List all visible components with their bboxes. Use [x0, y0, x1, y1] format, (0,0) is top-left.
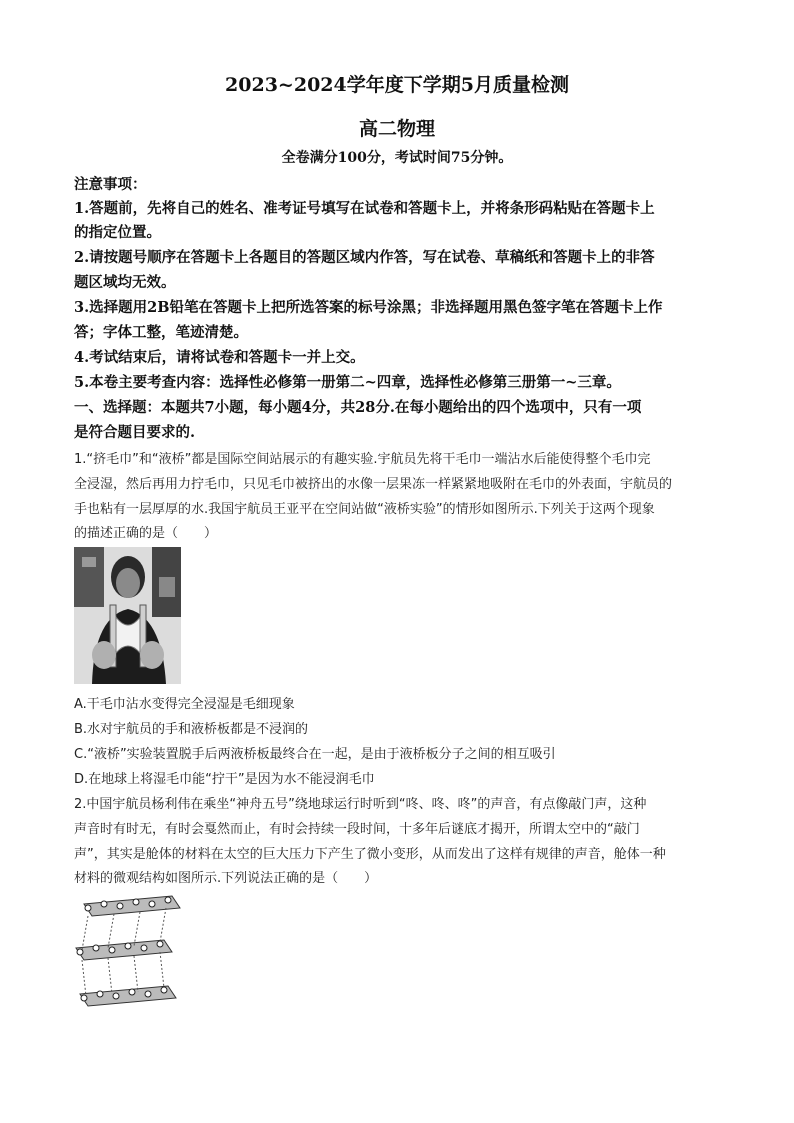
note-line: 3.选择题用2B铅笔在答题卡上把所选答案的标号涂黑；非选择题用黑色签字笔在答题卡上作: [74, 299, 663, 316]
note-line: 题区域均无效。: [74, 274, 176, 291]
note-line: 4.考试结束后，请将试卷和答题卡一并上交。: [74, 349, 365, 366]
question-1-option-d: D.在地球上将湿毛巾能“拧干”是因为水不能浸润毛巾: [74, 772, 375, 787]
note-line: 1.答题前，先将自己的姓名、准考证号填写在试卷和答题卡上，并将条形码粘贴在答题卡上: [74, 200, 655, 217]
question-1-stem: 的描述正确的是（ ）: [74, 526, 218, 541]
exam-title: 2023~2024学年度下学期5月质量检测: [225, 74, 569, 96]
section-heading: 是符合题目要求的.: [74, 424, 196, 441]
question-1-stem: 手也粘有一层厚厚的水.我国宇航员王亚平在空间站做“液桥实验”的情形如图所示.下列关于这两个现象: [74, 502, 655, 517]
subject-title: 高二物理: [358, 118, 435, 140]
question-1-option-c: C.“液桥”实验装置脱手后两液桥板最终合在一起，是由于液桥板分子之间的相互吸引: [74, 747, 556, 762]
question-1-stem: 全浸湿，然后再用力拧毛巾，只见毛巾被挤出的水像一层果冻一样紧紧地吸附在毛巾的外表面，宇航员的: [74, 477, 673, 492]
question-2-stem: 声音时有时无，有时会戛然而止，有时会持续一段时间，十多年后谜底才揭开，所谓太空中的“敲门: [74, 822, 640, 837]
note-line: 2.请按题号顺序在答题卡上各题目的答题区域内作答，写在试卷、草稿纸和答题卡上的非答: [74, 249, 655, 266]
liquid-bridge-photo: [74, 547, 181, 684]
note-line: 的指定位置。: [74, 224, 161, 241]
question-1-option-a: A.干毛巾沾水变得完全浸湿是毛细现象: [74, 697, 295, 712]
notes-heading: 注意事项：: [74, 176, 147, 193]
question-1-option-b: B.水对宇航员的手和液桥板都是不浸润的: [74, 722, 309, 737]
note-line: 5.本卷主要考查内容：选择性必修第一册第二~四章，选择性必修第三册第一~三章。: [74, 374, 621, 391]
question-2-stem: 材料的微观结构如图所示.下列说法正确的是（ ）: [74, 871, 378, 886]
question-1-stem: 1.“挤毛巾”和“液桥”都是国际空间站展示的有趣实验.宇航员先将干毛巾一端沾水后能使得整个毛巾完: [74, 452, 651, 467]
section-heading: 一、选择题：本题共7小题，每小题4分，共28分.在每小题给出的四个选项中，只有一项: [74, 399, 642, 416]
question-2-stem: 声”，其实是舱体的材料在太空的巨大压力下产生了微小变形，从而发出了这样有规律的声音，舱体一种: [74, 847, 666, 862]
question-2-stem: 2.中国宇航员杨利伟在乘坐“神舟五号”绕地球运行时听到“咚、咚、咚”的声音，有点像敲门声，这种: [74, 797, 647, 812]
score-time-note: 全卷满分100分，考试时间75分钟。: [281, 150, 513, 166]
layered-lattice-diagram: [74, 892, 182, 1012]
note-line: 答；字体工整，笔迹清楚。: [74, 324, 248, 341]
